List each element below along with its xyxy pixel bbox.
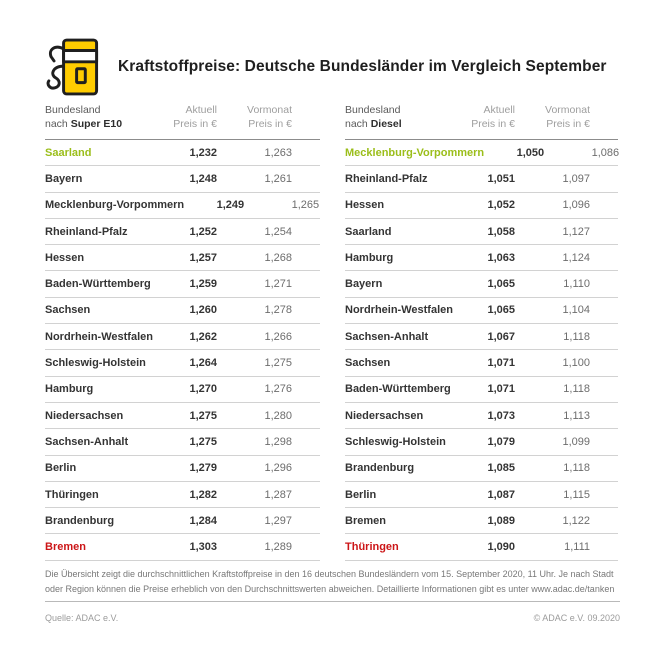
- table-row: [45, 324, 320, 350]
- table-row: [45, 271, 320, 297]
- previous-price: 1,122: [562, 514, 590, 527]
- table-row: [45, 219, 320, 245]
- fuel-type-label: Diesel: [370, 117, 402, 130]
- state-name: Bremen: [345, 514, 386, 527]
- table-rows: [45, 140, 320, 561]
- table-row: [345, 193, 618, 219]
- header: [41, 34, 607, 100]
- current-price: 1,275: [189, 435, 217, 448]
- table-row: [345, 298, 618, 324]
- footnote-text: Die Übersicht zeigt die durchschnittlichen Kraftstoffpreise in den 16 deutschen Bundesländern vom 15. September 2020, 11 Uhr. Je nach Stadt oder Region können die Preise erheblich von den Durchschnittswerten abweichen. Detaillierte Informationen gibt es unter www.adac.de/tanken: [45, 569, 615, 594]
- column-header-line2-prefix: nach: [45, 117, 71, 130]
- column-header-aktuell: Aktuell Preis in €: [173, 104, 217, 130]
- current-price: 1,085: [487, 462, 515, 475]
- previous-price: 1,298: [264, 435, 292, 448]
- state-name: Bremen: [45, 541, 86, 554]
- current-price: 1,089: [487, 514, 515, 527]
- current-price: 1,257: [189, 251, 217, 264]
- current-price: 1,052: [487, 199, 515, 212]
- state-name: Berlin: [345, 488, 377, 501]
- current-price: 1,279: [189, 462, 217, 475]
- state-name: Hamburg: [345, 251, 394, 264]
- previous-price: 1,115: [563, 488, 590, 501]
- table-row: [45, 193, 320, 219]
- state-name: Sachsen: [345, 357, 391, 370]
- table-row: [345, 245, 618, 271]
- state-name: Niedersachsen: [345, 409, 424, 422]
- column-header-aktuell: Aktuell Preis in €: [471, 104, 515, 130]
- column-header-vormonat: Vormonat Preis in €: [247, 104, 292, 130]
- table-row: [345, 403, 618, 429]
- table-row: [345, 482, 618, 508]
- previous-price: 1,280: [264, 409, 292, 422]
- state-name: Niedersachsen: [45, 409, 124, 422]
- previous-price: 1,276: [264, 383, 292, 396]
- column-header-line2-prefix: nach: [345, 117, 371, 130]
- table-row: [345, 271, 618, 297]
- state-name: Bayern: [345, 278, 383, 291]
- table-row: [345, 350, 618, 376]
- current-price: 1,090: [487, 541, 515, 554]
- current-price: 1,065: [487, 278, 515, 291]
- previous-price: 1,118: [563, 330, 590, 343]
- column-header-bundesland: [45, 104, 157, 139]
- state-name: Thüringen: [45, 488, 99, 501]
- table-row: [45, 377, 320, 403]
- previous-price: 1,266: [264, 330, 292, 343]
- column-header-bundesland: [345, 104, 455, 139]
- current-price: 1,262: [189, 330, 217, 343]
- copyright-label: © ADAC e.V. 09.2020: [533, 613, 620, 623]
- current-price: 1,259: [189, 278, 217, 291]
- table-header: [345, 104, 618, 140]
- previous-price: 1,261: [264, 172, 292, 185]
- state-name: Schleswig-Holstein: [345, 435, 446, 448]
- table-row: [45, 245, 320, 271]
- table-row: [45, 429, 320, 455]
- previous-price: 1,289: [264, 541, 292, 554]
- table-row: [345, 377, 618, 403]
- table-header: [45, 104, 320, 140]
- table-row: [345, 456, 618, 482]
- current-price: 1,073: [487, 409, 515, 422]
- current-price: 1,303: [189, 541, 217, 554]
- current-price: 1,058: [487, 225, 515, 238]
- state-name: Berlin: [45, 462, 77, 475]
- table-row: [345, 219, 618, 245]
- state-name: Saarland: [45, 146, 92, 159]
- previous-price: 1,127: [562, 225, 590, 238]
- current-price: 1,050: [516, 146, 545, 159]
- state-name: Sachsen: [45, 304, 91, 317]
- state-name: Nordrhein-Westfalen: [345, 304, 453, 317]
- table-row: [345, 429, 618, 455]
- table-diesel: [345, 104, 618, 561]
- table-row: [345, 508, 618, 534]
- previous-price: 1,097: [562, 172, 590, 185]
- table-row: [45, 166, 320, 192]
- page-title: Kraftstoffpreise: Deutsche Bundesländer im Vergleich September: [118, 58, 607, 75]
- current-price: 1,282: [189, 488, 217, 501]
- state-name: Mecklenburg-Vorpommern: [45, 199, 185, 212]
- state-name: Rheinland-Pfalz: [345, 172, 428, 185]
- current-price: 1,284: [189, 514, 217, 527]
- source-label: Quelle: ADAC e.V.: [45, 613, 119, 623]
- previous-price: 1,271: [264, 278, 292, 291]
- state-name: Schleswig-Holstein: [45, 357, 146, 370]
- previous-price: 1,263: [264, 146, 292, 159]
- table-row: [345, 324, 618, 350]
- previous-price: 1,265: [291, 199, 320, 212]
- table-row: [45, 298, 320, 324]
- footer-divider: [45, 601, 620, 602]
- previous-price: 1,099: [562, 435, 590, 448]
- state-name: Rheinland-Pfalz: [45, 225, 128, 238]
- state-name: Baden-Württemberg: [345, 383, 451, 396]
- previous-price: 1,275: [264, 357, 292, 370]
- state-name: Sachsen-Anhalt: [345, 330, 429, 343]
- table-row: [45, 482, 320, 508]
- previous-price: 1,287: [264, 488, 292, 501]
- state-name: Hessen: [45, 251, 85, 264]
- current-price: 1,275: [189, 409, 217, 422]
- current-price: 1,087: [487, 488, 515, 501]
- table-super-e10: [45, 104, 320, 561]
- previous-price: 1,096: [562, 199, 590, 212]
- previous-price: 1,124: [562, 251, 590, 264]
- previous-price: 1,118: [563, 462, 590, 475]
- state-name: Bayern: [45, 172, 83, 185]
- current-price: 1,071: [487, 357, 515, 370]
- table-row: [345, 140, 618, 166]
- column-header-vormonat: Vormonat Preis in €: [545, 104, 590, 130]
- current-price: 1,051: [487, 172, 515, 185]
- previous-price: 1,086: [591, 146, 620, 159]
- previous-price: 1,254: [264, 225, 292, 238]
- fuel-type-label: Super E10: [70, 117, 123, 130]
- column-header-line1: Bundesland: [345, 104, 401, 116]
- current-price: 1,260: [189, 304, 217, 317]
- previous-price: 1,110: [563, 278, 590, 291]
- previous-price: 1,278: [264, 304, 292, 317]
- current-price: 1,248: [189, 172, 217, 185]
- current-price: 1,232: [189, 146, 217, 159]
- current-price: 1,264: [189, 357, 217, 370]
- current-price: 1,270: [189, 383, 217, 396]
- current-price: 1,252: [189, 225, 217, 238]
- state-name: Brandenburg: [345, 462, 415, 475]
- table-row: [45, 350, 320, 376]
- state-name: Saarland: [345, 225, 392, 238]
- state-name: Hessen: [345, 199, 385, 212]
- current-price: 1,067: [487, 330, 515, 343]
- table-row: [45, 508, 320, 534]
- table-row: [45, 456, 320, 482]
- state-name: Brandenburg: [45, 514, 115, 527]
- table-row: [45, 140, 320, 166]
- current-price: 1,079: [487, 435, 515, 448]
- column-header-line1: Bundesland: [45, 104, 101, 116]
- state-name: Nordrhein-Westfalen: [45, 330, 153, 343]
- previous-price: 1,104: [562, 304, 590, 317]
- state-name: Thüringen: [345, 541, 399, 554]
- current-price: 1,071: [487, 383, 515, 396]
- table-row: [45, 403, 320, 429]
- previous-price: 1,100: [562, 357, 590, 370]
- previous-price: 1,118: [563, 383, 590, 396]
- fuel-pump-icon: [41, 34, 107, 100]
- table-row: [345, 534, 618, 560]
- previous-price: 1,111: [564, 541, 590, 554]
- state-name: Mecklenburg-Vorpommern: [345, 146, 485, 159]
- table-rows: [345, 140, 618, 561]
- current-price: 1,065: [487, 304, 515, 317]
- state-name: Sachsen-Anhalt: [45, 435, 129, 448]
- previous-price: 1,268: [264, 251, 292, 264]
- previous-price: 1,113: [563, 409, 590, 422]
- table-row: [345, 166, 618, 192]
- previous-price: 1,297: [264, 514, 292, 527]
- table-row: [45, 534, 320, 560]
- current-price: 1,063: [487, 251, 515, 264]
- previous-price: 1,296: [264, 462, 292, 475]
- current-price: 1,249: [216, 199, 245, 212]
- state-name: Hamburg: [45, 383, 94, 396]
- state-name: Baden-Württemberg: [45, 278, 151, 291]
